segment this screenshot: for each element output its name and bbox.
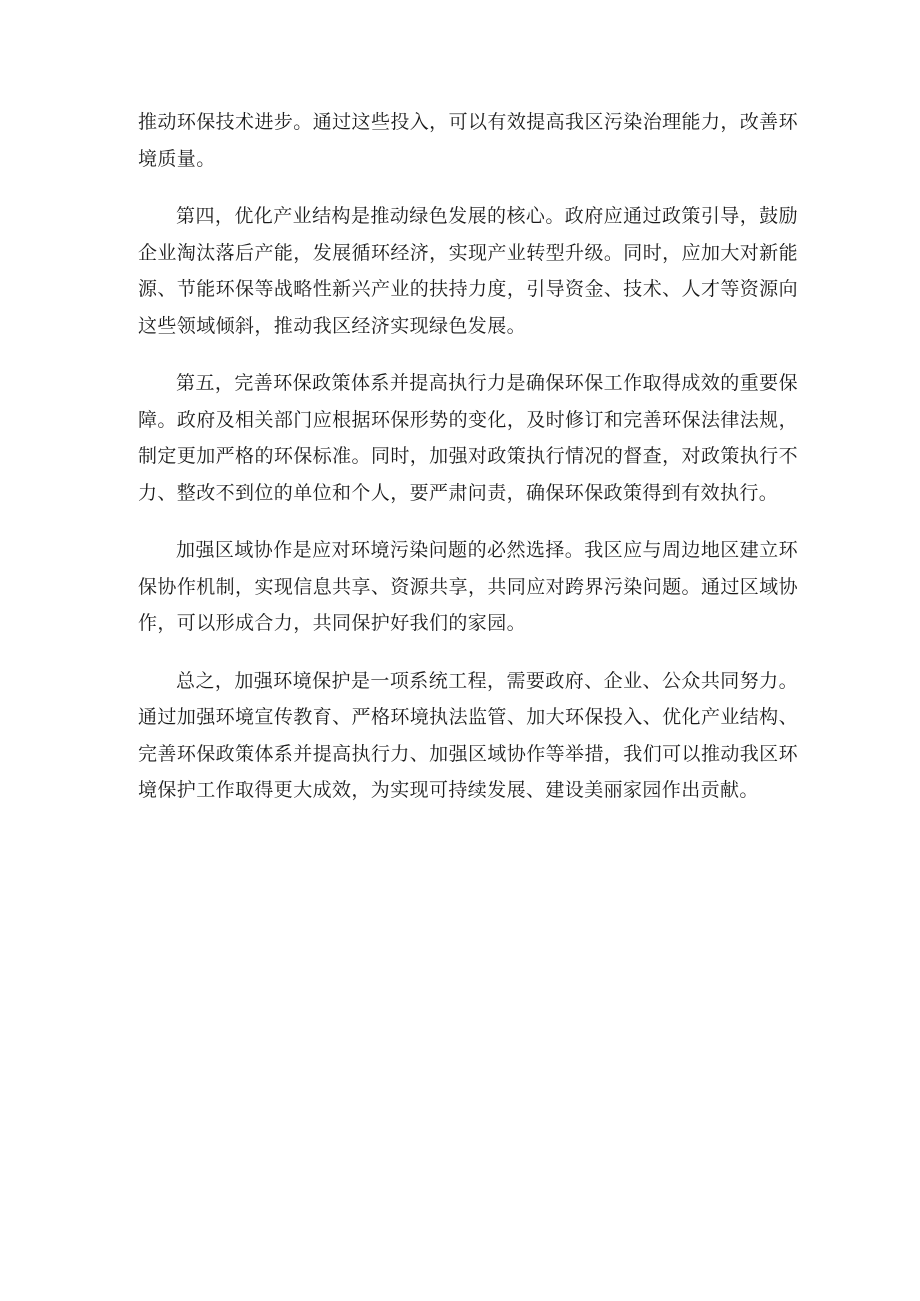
- document-body: [138, 104, 798, 830]
- paragraph-fifth-point: 第五，完善环保政策体系并提高执行力是确保环保工作取得成效的重要保障。政府及相关部门应根据环保形势的变化，及时修订和完善环保法律法规，制定更加严格的环保标准。同时，加强对政策执行情况的督查，对政策执行不力、整改不到位的单位和个人，要严肃问责，确保环保政策得到有效执行。: [138, 372, 798, 504]
- paragraph-regional-cooperation: 加强区域协作是应对环境污染问题的必然选择。我区应与周边地区建立环保协作机制，实现信息共享、资源共享，共同应对跨界污染问题。通过区域协作，可以形成合力，共同保护好我们的家园。: [138, 539, 798, 634]
- paragraph-continued: 推动环保技术进步。通过这些投入，可以有效提高我区污染治理能力，改善环境质量。: [138, 111, 798, 170]
- paragraph-conclusion: 总之，加强环境保护是一项系统工程，需要政府、企业、公众共同努力。通过加强环境宣传教育、严格环境执法监管、加大环保投入、优化产业结构、完善环保政策体系并提高执行力、加强区域协作等举措，我们可以推动我区环境保护工作取得更大成效，为实现可持续发展、建设美丽家园作出贡献。: [138, 669, 798, 801]
- paragraph-fourth-point: 第四，优化产业结构是推动绿色发展的核心。政府应通过政策引导，鼓励企业淘汰落后产能，发展循环经济，实现产业转型升级。同时，应加大对新能源、节能环保等战略性新兴产业的扶持力度，引导资金、技术、人才等资源向这些领域倾斜，推动我区经济实现绿色发展。: [138, 205, 798, 337]
